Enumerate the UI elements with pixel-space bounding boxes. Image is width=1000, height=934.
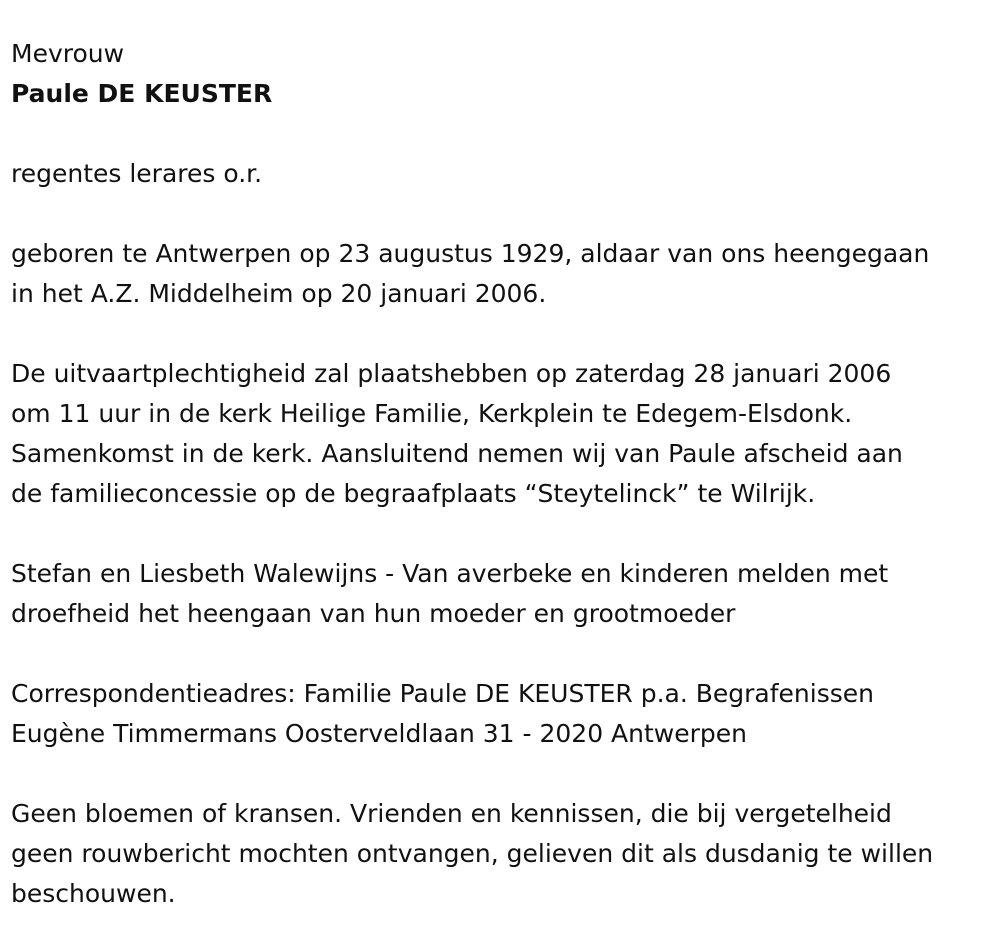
- ceremony-line: De uitvaartplechtigheid zal plaatshebben op zaterdag 28 januari 2006: [11, 359, 892, 388]
- announcement-line: droefheid het heengaan van hun moeder en grootmoeder: [11, 599, 736, 628]
- ceremony-line: Samenkomst in de kerk. Aansluitend nemen wij van Paule afscheid aan: [11, 439, 903, 468]
- closing-line: geen rouwbericht mochten ontvangen, gelieven dit als dusdanig te willen: [11, 839, 934, 868]
- correspondence-line: Eugène Timmermans Oosterveldlaan 31 - 2020 Antwerpen: [11, 719, 747, 748]
- spacer: [11, 514, 996, 554]
- spacer: [11, 114, 996, 154]
- closing-paragraph: [11, 794, 996, 914]
- correspondence-paragraph: [11, 674, 996, 754]
- closing-line: Geen bloemen of kransen. Vrienden en kennissen, die bij vergetelheid: [11, 799, 892, 828]
- birth-death-line: geboren te Antwerpen op 23 augustus 1929, aldaar van ons heengegaan: [11, 239, 930, 268]
- obituary-notice: [11, 34, 996, 914]
- birth-death-line: in het A.Z. Middelheim op 20 januari 2006.: [11, 279, 547, 308]
- deceased-name: Paule DE KEUSTER: [11, 79, 273, 108]
- ceremony-line: om 11 uur in de kerk Heilige Familie, Kerkplein te Edegem-Elsdonk.: [11, 399, 853, 428]
- ceremony-line: de familieconcessie op de begraafplaats “Steytelinck” te Wilrijk.: [11, 479, 816, 508]
- spacer: [11, 634, 996, 674]
- spacer: [11, 314, 996, 354]
- birth-death-paragraph: [11, 234, 996, 314]
- occupation: regentes lerares o.r.: [11, 159, 263, 188]
- closing-line: beschouwen.: [11, 879, 176, 908]
- spacer: [11, 194, 996, 234]
- announcement-line: Stefan en Liesbeth Walewijns - Van averbeke en kinderen melden met: [11, 559, 889, 588]
- salutation: Mevrouw: [11, 39, 125, 68]
- correspondence-line: Correspondentieadres: Familie Paule DE KEUSTER p.a. Begrafenissen: [11, 679, 874, 708]
- spacer: [11, 754, 996, 794]
- announcement-paragraph: [11, 554, 996, 634]
- ceremony-paragraph: [11, 354, 996, 514]
